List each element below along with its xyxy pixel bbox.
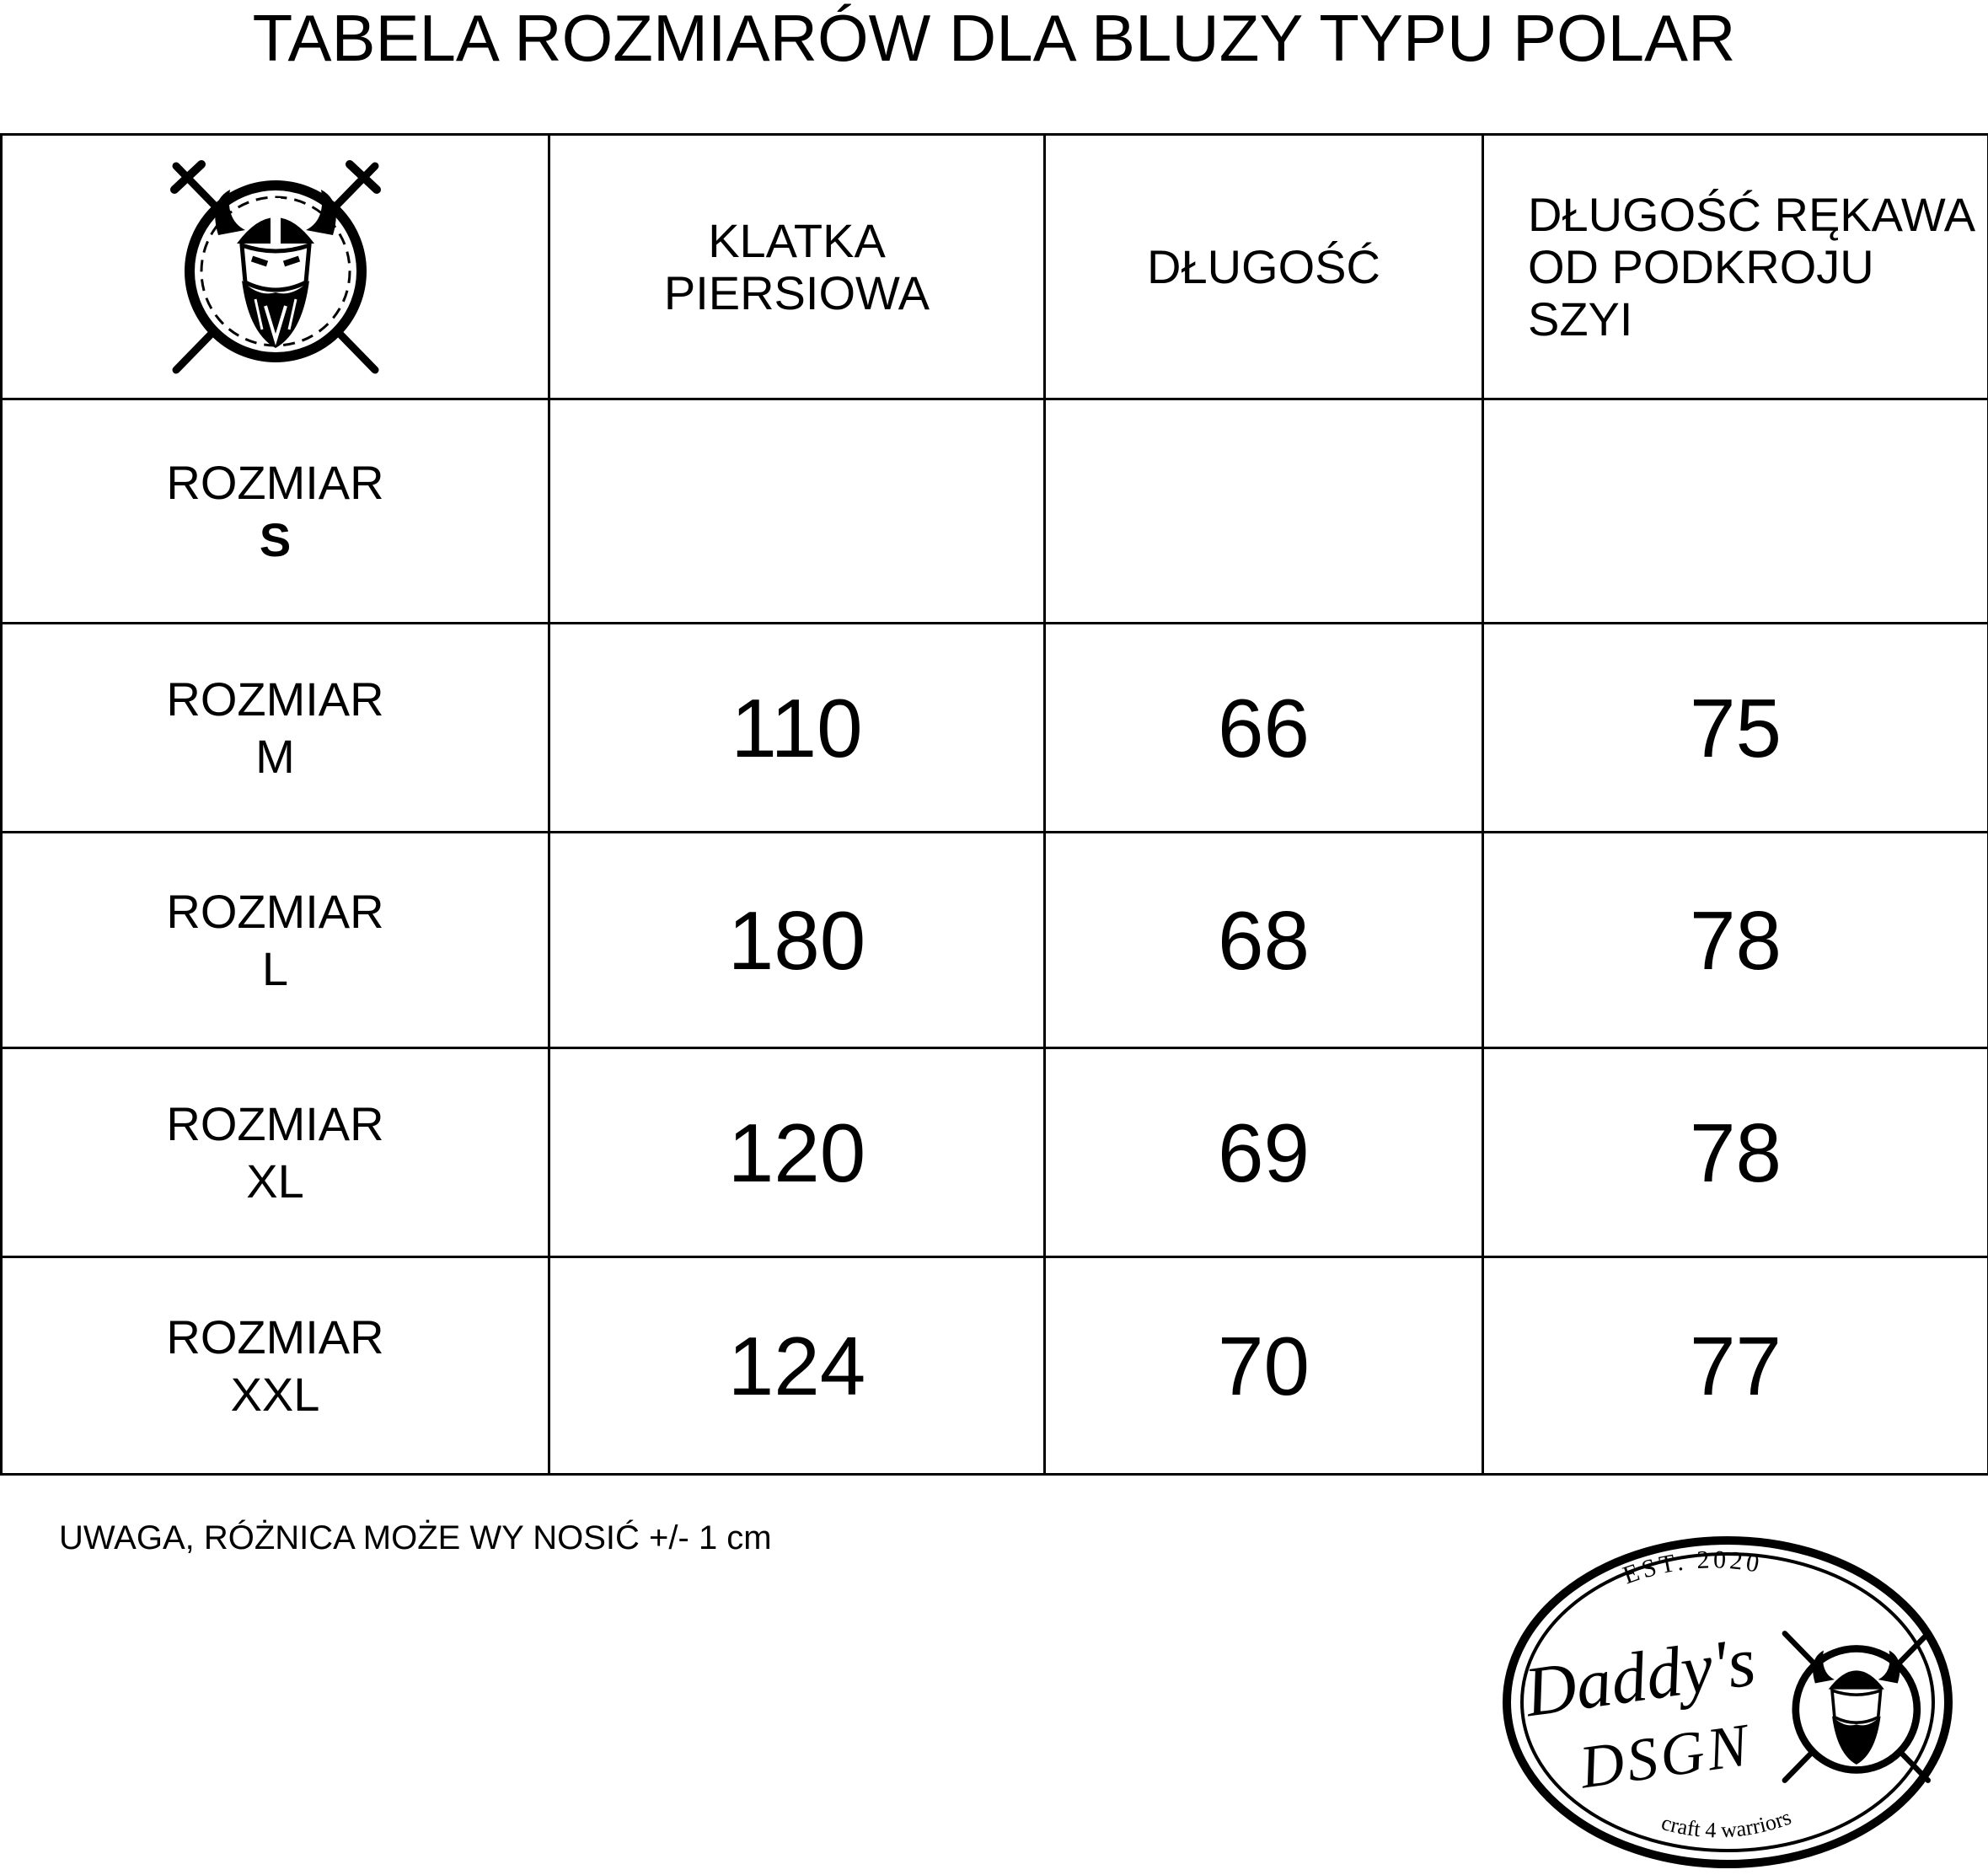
- logo-est-text: EST. 2020: [1619, 1546, 1765, 1590]
- sleeve-value: 78: [1483, 1048, 1988, 1257]
- chest-value: 110: [549, 624, 1045, 833]
- daddys-dsgn-logo-icon: [1500, 1534, 1955, 1871]
- size-code: XL: [246, 1154, 304, 1208]
- viking-shield-swords-icon: [158, 149, 394, 385]
- chest-value: 124: [549, 1257, 1045, 1475]
- table-row: [2, 833, 1988, 1048]
- table-row: [2, 624, 1988, 833]
- size-code: S: [259, 512, 292, 566]
- size-label-cell: [2, 399, 549, 624]
- header-sleeve-line2: OD PODKROJU SZYI: [1528, 239, 1874, 346]
- logo-brand-line1: Daddy's: [1519, 1622, 1760, 1733]
- size-label-cell: [2, 624, 549, 833]
- size-label: ROZMIAR: [166, 1096, 384, 1150]
- table-row: [2, 1048, 1988, 1257]
- length-value: [1045, 399, 1483, 624]
- size-code: M: [255, 729, 295, 783]
- table-header-row: [2, 135, 1988, 399]
- logo-brand-line2: DSGN: [1575, 1710, 1755, 1802]
- chest-value: 120: [549, 1048, 1045, 1257]
- size-table: [0, 133, 1988, 1476]
- sleeve-value: 78: [1483, 833, 1988, 1048]
- page-title: TABELA ROZMIARÓW DLA BLUZY TYPU POLAR: [252, 1, 1736, 75]
- size-code: XXL: [230, 1367, 320, 1421]
- header-chest-line1: KLATKA: [708, 213, 886, 267]
- chest-value: 180: [549, 833, 1045, 1048]
- length-value: 69: [1045, 1048, 1483, 1257]
- table-row: [2, 399, 1988, 624]
- size-label: ROZMIAR: [166, 455, 384, 509]
- size-label-cell: [2, 1257, 549, 1475]
- sleeve-value: [1483, 399, 1988, 624]
- table-row: [2, 1257, 1988, 1475]
- header-length: [1045, 135, 1483, 399]
- length-value: 66: [1045, 624, 1483, 833]
- sleeve-value: 77: [1483, 1257, 1988, 1475]
- chest-value: [549, 399, 1045, 624]
- header-chest-line2: PIERSIOWA: [663, 265, 930, 319]
- size-label-cell: [2, 833, 549, 1048]
- size-label: ROZMIAR: [166, 884, 384, 938]
- sleeve-value: 75: [1483, 624, 1988, 833]
- logo-tagline-text: craft 4 warriors: [1658, 1804, 1795, 1843]
- length-value: 68: [1045, 833, 1483, 1048]
- emblem-cell: [2, 135, 549, 399]
- length-value: 70: [1045, 1257, 1483, 1475]
- header-chest: [549, 135, 1045, 399]
- size-label-cell: [2, 1048, 549, 1257]
- size-label: ROZMIAR: [166, 1310, 384, 1363]
- header-sleeve: [1483, 135, 1988, 399]
- size-label: ROZMIAR: [166, 672, 384, 726]
- header-length-label: DŁUGOŚĆ: [1147, 239, 1380, 293]
- size-code: L: [261, 941, 289, 995]
- brand-logo: [1500, 1534, 1955, 1871]
- header-sleeve-line1: DŁUGOŚĆ RĘKAWA: [1528, 187, 1976, 241]
- tolerance-note: UWAGA, RÓŻNICA MOŻE WY NOSIĆ +/- 1 cm: [59, 1519, 772, 1556]
